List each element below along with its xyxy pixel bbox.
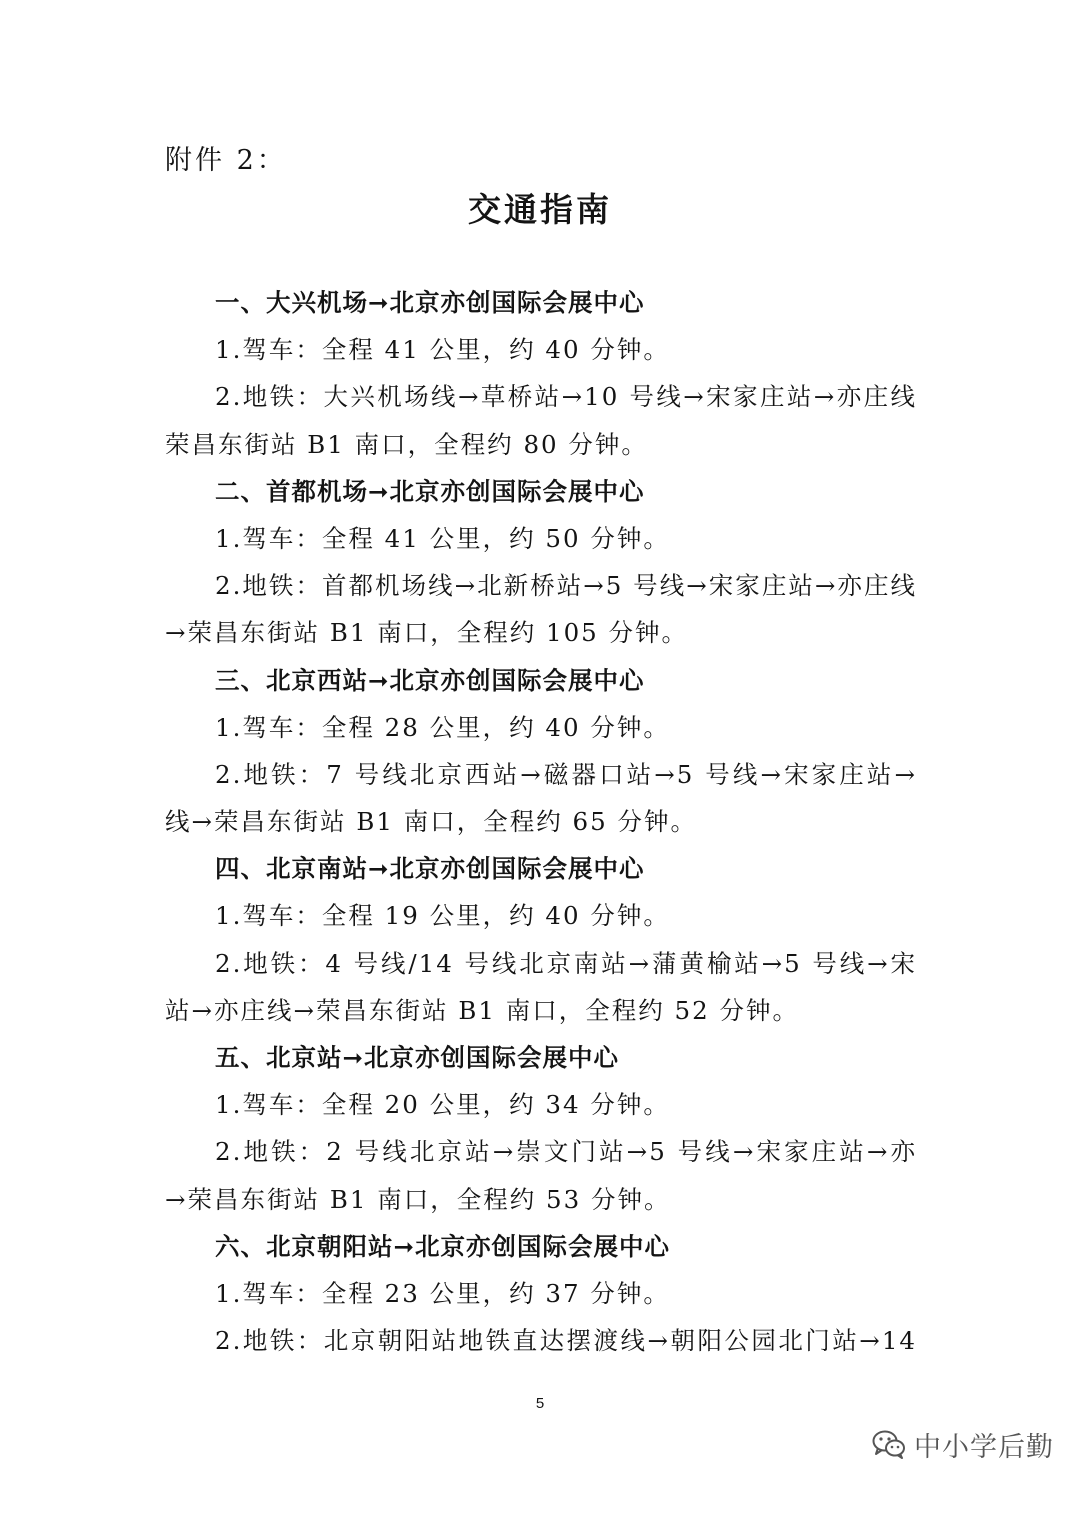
attachment-label: 附件 2： — [165, 145, 287, 176]
paragraph-line: 2.地铁：2 号线北京站→崇文门站→5 号线→宋家庄站→亦 — [215, 1137, 917, 1167]
paragraph-line: 2.地铁：首都机场线→北新桥站→5 号线→宋家庄站→亦庄线 — [215, 571, 917, 601]
watermark-text: 中小学后勤 — [914, 1431, 1054, 1463]
document-body — [165, 279, 917, 1364]
paragraph-line: 1.驾车：全程 23 公里，约 37 分钟。 — [215, 1278, 670, 1308]
paragraph-line: 荣昌东街站 B1 南口，全程约 80 分钟。 — [165, 429, 648, 459]
document-title: 交通指南 — [468, 190, 612, 229]
watermark — [872, 1424, 1054, 1464]
paragraph-line: →荣昌东街站 B1 南口，全程约 105 分钟。 — [165, 618, 689, 648]
paragraph-line: 线→荣昌东街站 B1 南口，全程约 65 分钟。 — [165, 807, 697, 837]
section-heading: 六、北京朝阳站➞北京亦创国际会展中心 — [215, 1231, 671, 1261]
paragraph-line: 2.地铁：大兴机场线→草桥站→10 号线→宋家庄站→亦庄线 — [215, 382, 917, 412]
paragraph-line: 2.地铁：4 号线/14 号线北京南站→蒲黄榆站→5 号线→宋 — [215, 948, 917, 978]
paragraph-line: 1.驾车：全程 28 公里，约 40 分钟。 — [215, 712, 670, 742]
page-number: 5 — [535, 1395, 545, 1412]
section-heading: 二、首都机场➞北京亦创国际会展中心 — [215, 476, 645, 506]
section-heading: 四、北京南站➞北京亦创国际会展中心 — [215, 854, 645, 884]
paragraph-line: 1.驾车：全程 20 公里，约 34 分钟。 — [215, 1090, 670, 1120]
wechat-icon — [872, 1429, 906, 1459]
section-heading: 一、大兴机场➞北京亦创国际会展中心 — [215, 288, 645, 317]
paragraph-line: 1.驾车：全程 41 公里，约 50 分钟。 — [215, 523, 670, 553]
section-heading: 五、北京站➞北京亦创国际会展中心 — [215, 1043, 620, 1072]
paragraph-line: 2.地铁：北京朝阳站地铁直达摆渡线→朝阳公园北门站→14 — [215, 1326, 917, 1356]
paragraph-line: 站→亦庄线→荣昌东街站 B1 南口，全程约 52 分钟。 — [165, 995, 799, 1025]
paragraph-line: 1.驾车：全程 19 公里，约 40 分钟。 — [215, 901, 670, 931]
paragraph-line: 2.地铁：7 号线北京西站→磁器口站→5 号线→宋家庄站→ — [215, 759, 917, 789]
paragraph-line: →荣昌东街站 B1 南口，全程约 53 分钟。 — [165, 1184, 671, 1214]
paragraph-line: 1.驾车：全程 41 公里，约 40 分钟。 — [215, 335, 670, 365]
section-heading: 三、北京西站➞北京亦创国际会展中心 — [215, 665, 645, 695]
